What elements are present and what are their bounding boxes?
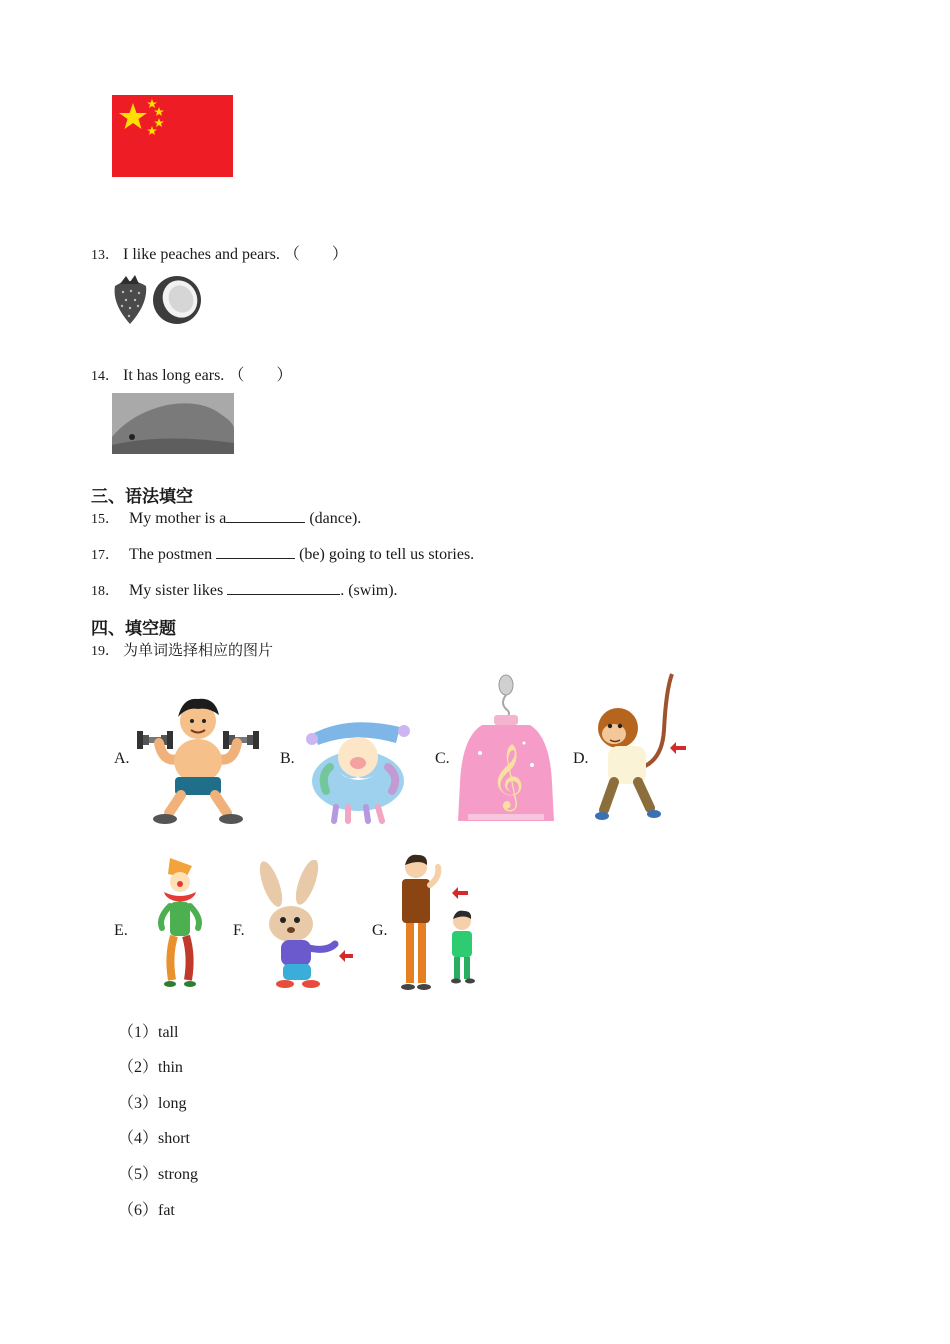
strong-man-image	[133, 693, 263, 827]
answer-blank[interactable]	[226, 507, 305, 523]
question-number: 19．	[91, 644, 119, 659]
answer-blank[interactable]	[227, 579, 340, 595]
question-text: I like peaches and pears.	[123, 246, 280, 263]
sentence-start: My sister likes	[129, 582, 228, 599]
section-3-title: 三、语法填空	[91, 487, 193, 507]
fruit-image	[110, 272, 208, 327]
question-13	[91, 241, 348, 264]
china-flag-image	[112, 95, 233, 177]
option-c-label[interactable]: C.	[435, 750, 450, 767]
arrow-icon	[339, 950, 353, 962]
strawberry-icon	[115, 275, 147, 324]
thin-clown-image	[150, 856, 208, 992]
option-b-label[interactable]: B.	[280, 750, 295, 767]
monkey-image	[592, 670, 687, 826]
coconut-icon	[153, 275, 203, 324]
tall-short-boys-image	[392, 853, 490, 993]
question-18	[91, 579, 398, 600]
whale-image	[112, 393, 234, 454]
word-item-strong: （5）strong	[118, 1166, 199, 1183]
svg-text:𝄞: 𝄞	[491, 744, 525, 809]
question-number: 13．	[91, 248, 119, 263]
answer-paren[interactable]: （ ）	[283, 246, 348, 263]
sentence-end: . (swim).	[340, 582, 398, 599]
option-g-label[interactable]: G.	[372, 922, 388, 939]
section-4-title: 四、填空题	[91, 619, 176, 639]
sentence-end: (be) going to tell us stories.	[299, 546, 475, 563]
question-number: 14．	[91, 369, 119, 384]
question-text: It has long ears.	[123, 367, 225, 384]
rabbit-image	[249, 860, 355, 992]
word-item-thin: （2）thin	[118, 1059, 183, 1076]
option-e-label[interactable]: E.	[114, 922, 128, 939]
music-bag-image	[454, 673, 558, 829]
question-14	[91, 362, 292, 385]
question-number: 17．	[91, 548, 119, 563]
sentence-start: My mother is a	[129, 510, 227, 527]
word-item-long: （3）long	[118, 1095, 187, 1112]
sentence-end: (dance).	[309, 510, 362, 527]
question-19	[91, 639, 273, 660]
arrow-icon	[452, 887, 468, 899]
question-number: 15．	[91, 512, 119, 527]
question-number: 18．	[91, 584, 119, 599]
question-17	[91, 543, 474, 564]
word-item-fat: （6）fat	[118, 1202, 175, 1219]
fat-figure-image	[300, 715, 418, 825]
word-item-tall: （1）tall	[118, 1024, 179, 1041]
arrow-icon	[670, 742, 686, 754]
answer-paren[interactable]: （ ）	[228, 367, 293, 384]
sentence-start: The postmen	[129, 546, 217, 563]
option-d-label[interactable]: D.	[573, 750, 589, 767]
question-text: 为单词选择相应的图片	[123, 641, 274, 659]
answer-blank[interactable]	[216, 543, 295, 559]
option-a-label[interactable]: A.	[114, 750, 130, 767]
option-f-label[interactable]: F.	[233, 922, 245, 939]
word-item-short: （4）short	[118, 1130, 191, 1147]
question-15	[91, 507, 361, 528]
